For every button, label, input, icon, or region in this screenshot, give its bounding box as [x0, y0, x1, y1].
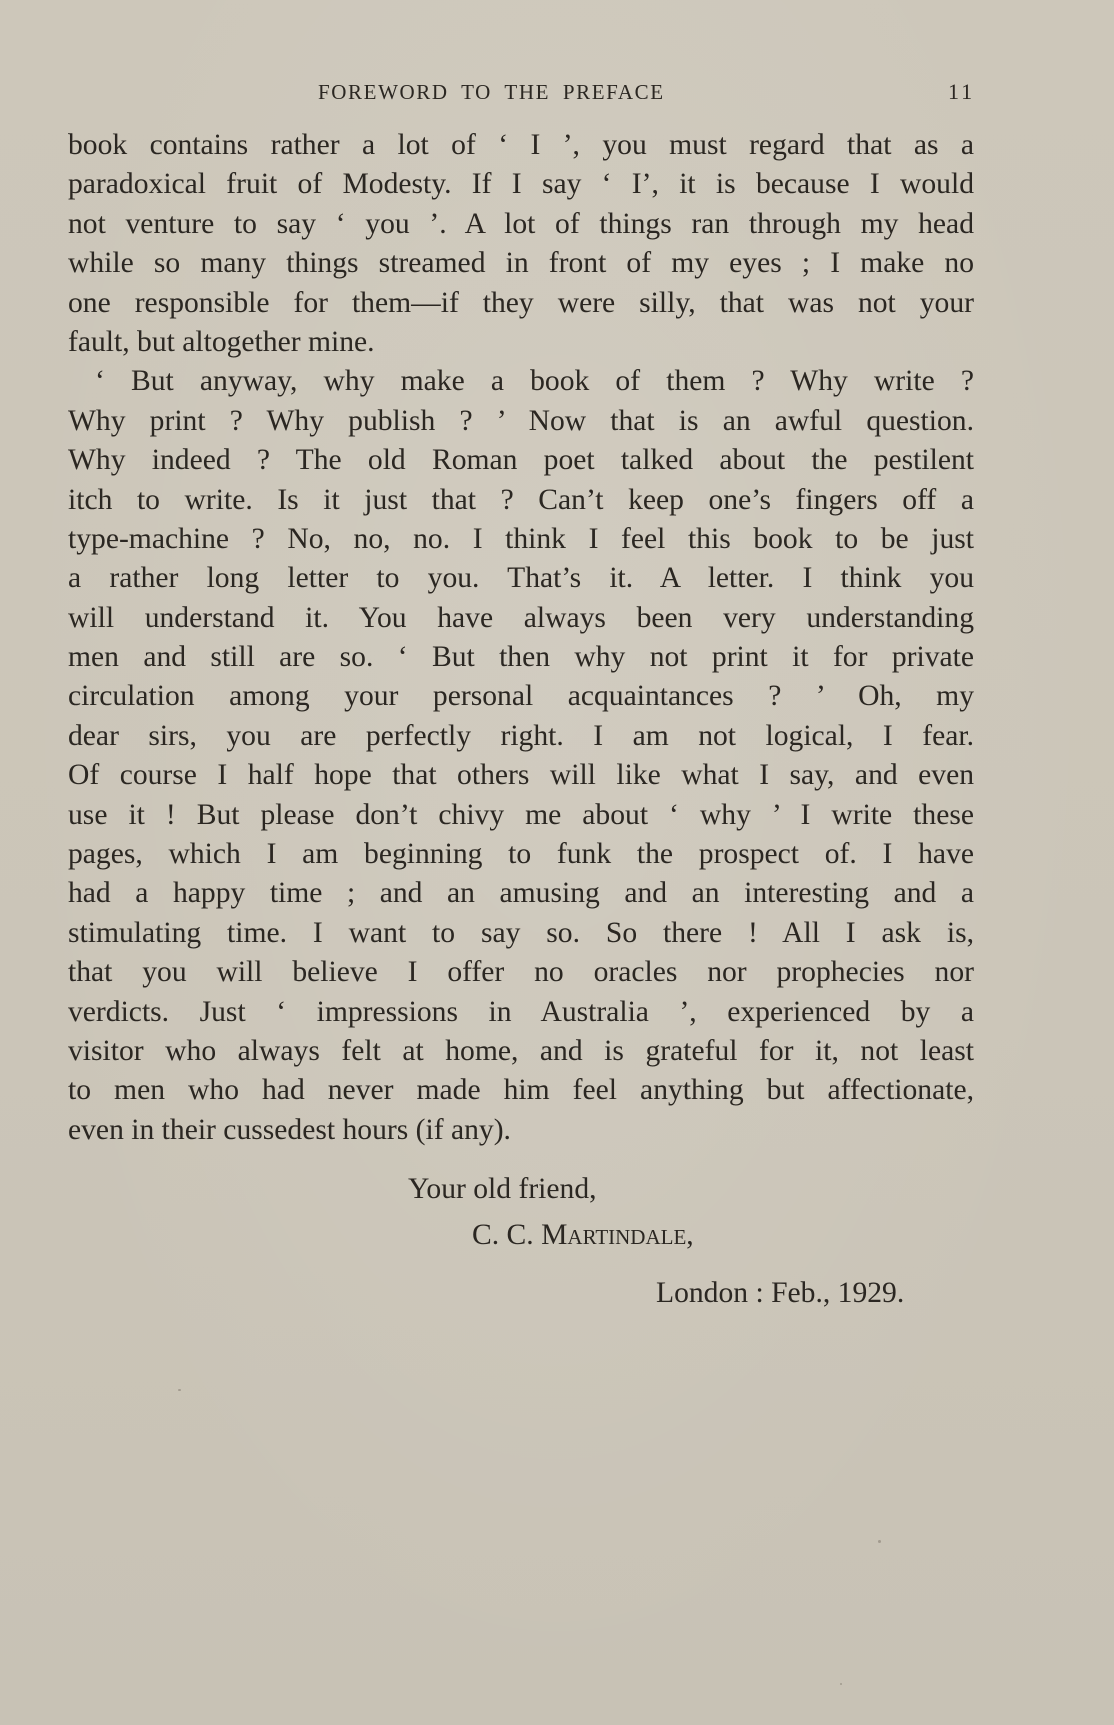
text-line: Why print ? Why publish ? ’ Now that is an awful question. [68, 404, 974, 437]
text-line: had a happy time ; and an amusing and an interesting and a [68, 877, 974, 910]
running-title: FOREWORD TO THE PREFACE [318, 80, 665, 104]
text-line: will understand it. You have always been very understanding [68, 601, 974, 634]
text-line: to men who had never made him feel anything but affectionate, [68, 1074, 974, 1107]
text-line: circulation among your personal acquaintances ? ’ Oh, my [68, 680, 974, 713]
paper-speck [840, 1683, 842, 1685]
text-line: book contains rather a lot of ‘ I ’, you must regard that as a [68, 129, 974, 161]
text-line: Of course I half hope that others will like what I say, and even [68, 759, 974, 792]
text-line: dear sirs, you are perfectly right. I am not logical, I fear. [68, 719, 974, 752]
text-line: that you will believe I offer no oracles nor prophecies nor [68, 956, 974, 989]
text-line: itch to write. Is it just that ? Can’t keep one’s fingers off a [68, 483, 974, 516]
text-line: pages, which I am beginning to funk the prospect of. I have [68, 838, 974, 871]
paper-speck [878, 1540, 881, 1543]
text-line: type-machine ? No, no, no. I think I feel this book to be just [68, 522, 974, 555]
text-line: men and still are so. ‘ But then why not print it for private [68, 641, 974, 674]
text-line: not venture to say ‘ you ’. A lot of things ran through my head [68, 207, 974, 240]
text-line: while so many things streamed in front of my eyes ; I make no [68, 247, 974, 280]
text-line: fault, but altogether mine. [68, 325, 375, 358]
author-signature [472, 1215, 694, 1255]
running-head [0, 77, 1114, 107]
text-line: use it ! But please don’t chivy me about ‘ why ’ I write these [68, 798, 974, 831]
author-initials: C. C. [472, 1219, 534, 1251]
page-number: 11 [948, 79, 976, 104]
paragraph-1 [68, 126, 974, 362]
text-line: verdicts. Just ‘ impressions in Australia ’, experienced by a [68, 995, 974, 1028]
place-and-date: London : Feb., 1929. [656, 1277, 905, 1309]
body-text [68, 126, 974, 1150]
text-line: even in their cussedest hours (if any). [68, 1113, 511, 1146]
text-line: one responsible for them—if they were silly, that was not your [68, 286, 974, 319]
text-line: a rather long letter to you. That’s it. A letter. I think you [68, 562, 974, 595]
text-line: stimulating time. I want to say so. So there ! All I ask is, [68, 916, 974, 949]
closing-salutation: Your old friend, [408, 1173, 597, 1205]
text-line: paradoxical fruit of Modesty. If I say ‘ I’, it is because I would [68, 168, 974, 201]
paragraph-2 [68, 362, 974, 1150]
paper-speck [178, 1389, 181, 1391]
text-line: Why indeed ? The old Roman poet talked about the pestilent [68, 444, 974, 477]
text-line: visitor who always felt at home, and is grateful for it, not least [68, 1034, 974, 1067]
author-surname: Martindale, [541, 1219, 694, 1251]
text-line: ‘ But anyway, why make a book of them ? Why write ? [95, 365, 974, 398]
